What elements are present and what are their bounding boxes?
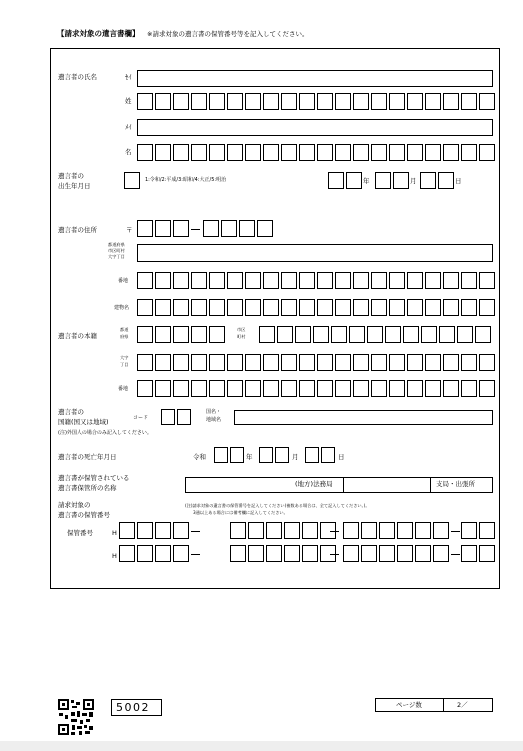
custody-cell[interactable] [397, 545, 413, 562]
honseki-label: 遺言者の本籍 [58, 332, 97, 340]
custody-cell[interactable] [284, 545, 300, 562]
mei-cell[interactable] [209, 144, 225, 161]
honseki-city-cell[interactable] [277, 326, 293, 343]
custody-cell[interactable] [137, 522, 153, 539]
honseki-banchi-cell[interactable] [353, 380, 369, 397]
banchi-cell[interactable] [137, 272, 153, 289]
banchi-cell[interactable] [389, 272, 405, 289]
custody-cell[interactable] [461, 522, 477, 539]
death-day-cell[interactable] [305, 447, 319, 463]
postal-cell[interactable] [221, 220, 237, 237]
honseki-city-cell[interactable] [475, 326, 491, 343]
page-count-box [375, 698, 493, 712]
honseki-banchi-cell[interactable] [443, 380, 459, 397]
banchi-cell[interactable] [371, 272, 387, 289]
oaza-cell[interactable] [281, 354, 297, 371]
banchi-cell[interactable] [191, 272, 207, 289]
banchi-cell[interactable] [263, 272, 279, 289]
custody-number-label: 保管番号 [67, 529, 93, 537]
postal-cell[interactable] [239, 220, 255, 237]
sei-cell[interactable] [371, 93, 387, 110]
banchi-cell[interactable] [155, 272, 171, 289]
honseki-city-cell[interactable] [457, 326, 473, 343]
oaza-cell[interactable] [353, 354, 369, 371]
mei-cell[interactable] [245, 144, 261, 161]
banchi-cell[interactable] [335, 272, 351, 289]
honseki-oaza-line2: 丁目 [120, 362, 129, 367]
death-year-unit: 年 [246, 453, 253, 461]
banchi-cell[interactable] [425, 272, 441, 289]
honseki-pref-cell[interactable] [173, 326, 189, 343]
address-banchi-cells [137, 272, 495, 289]
honseki-city-cell[interactable] [331, 326, 347, 343]
nationality-label-1: 遺言者の [58, 408, 84, 416]
honseki-banchi-cell[interactable] [209, 380, 225, 397]
postal-cell[interactable] [155, 220, 171, 237]
mei-cell[interactable] [281, 144, 297, 161]
sei-cell[interactable] [389, 93, 405, 110]
building-cell[interactable] [173, 299, 189, 316]
postal-dash [191, 229, 200, 230]
nationality-code-cell[interactable] [161, 409, 175, 425]
death-year-cell[interactable] [214, 447, 228, 463]
page-count-label: ページ数 [396, 701, 422, 709]
address-building-label: 建物名 [114, 305, 130, 311]
oaza-cell[interactable] [425, 354, 441, 371]
custody-dash [191, 531, 200, 532]
sei-cell[interactable] [191, 93, 207, 110]
oaza-cell[interactable] [245, 354, 261, 371]
custody-note-1: (注)請求対象の遺言書の保管番号を記入してください(複数ある場合は、全て記入してください。)。 [185, 503, 370, 508]
custody-cell[interactable] [284, 522, 300, 539]
section-note: ※請求対象の遺言書の保管番号等を記入してください。 [147, 30, 309, 38]
banchi-cell[interactable] [317, 272, 333, 289]
building-cell[interactable] [137, 299, 153, 316]
custody-cell[interactable] [433, 545, 449, 562]
custody-cell[interactable] [248, 545, 264, 562]
address-pref-line1: 都道府県 [108, 242, 125, 247]
sei-cell[interactable] [227, 93, 243, 110]
mei-cell[interactable] [461, 144, 477, 161]
sei-cell[interactable] [461, 93, 477, 110]
postal-cell[interactable] [203, 220, 219, 237]
birth-month-cell[interactable] [393, 172, 409, 189]
sei-cell[interactable] [155, 93, 171, 110]
building-cell[interactable] [479, 299, 495, 316]
postal-mark: 〒 [126, 226, 133, 234]
death-day-cell[interactable] [321, 447, 335, 463]
custody-cell[interactable] [266, 522, 282, 539]
sei-cell[interactable] [281, 93, 297, 110]
birth-year-cell[interactable] [328, 172, 344, 189]
banchi-cell[interactable] [227, 272, 243, 289]
custody-cell[interactable] [343, 545, 359, 562]
death-month-cell[interactable] [275, 447, 289, 463]
nationality-name-line1: 国名・ [206, 409, 222, 415]
honseki-city-line2: 町村 [237, 334, 246, 339]
honseki-pref-line1: 都道 [120, 327, 129, 332]
custody-cell[interactable] [230, 545, 246, 562]
custody-dash [451, 554, 460, 555]
custody-cell[interactable] [461, 545, 477, 562]
mei-cell[interactable] [299, 144, 315, 161]
honseki-banchi-cell[interactable] [407, 380, 423, 397]
custody-cell[interactable] [302, 545, 318, 562]
nationality-code-label: コード [133, 415, 149, 421]
mei-label: 名 [125, 148, 132, 156]
mei-cell[interactable] [389, 144, 405, 161]
building-cell[interactable] [425, 299, 441, 316]
custody-cell[interactable] [415, 545, 431, 562]
mei-kana-field[interactable] [137, 119, 493, 136]
custody-label-2: 遺言書の保管番号 [58, 511, 110, 519]
honseki-city-cell[interactable] [403, 326, 419, 343]
honseki-city-cell[interactable] [367, 326, 383, 343]
nationality-name-field[interactable] [234, 410, 493, 425]
honseki-banchi-cell[interactable] [317, 380, 333, 397]
building-cell[interactable] [209, 299, 225, 316]
office-label-2: 遺言書保管所の名称 [58, 484, 117, 492]
honseki-banchi-label: 番地 [118, 386, 129, 392]
section-title: 【請求対象の遺言書欄】 [57, 29, 140, 38]
death-year-cell[interactable] [230, 447, 244, 463]
honseki-banchi-cells [137, 380, 495, 397]
death-day-unit: 日 [338, 453, 345, 461]
honseki-city-cell[interactable] [385, 326, 401, 343]
custody-dash [330, 554, 339, 555]
birth-label-2: 出生年月日 [58, 182, 91, 190]
sei-kana-field[interactable] [137, 70, 493, 87]
mei-cell[interactable] [173, 144, 189, 161]
honseki-banchi-cell[interactable] [227, 380, 243, 397]
honseki-city-cell[interactable] [313, 326, 329, 343]
mei-cell[interactable] [479, 144, 495, 161]
banchi-cell[interactable] [353, 272, 369, 289]
sei-cell[interactable] [425, 93, 441, 110]
honseki-pref-cell[interactable] [209, 326, 225, 343]
building-cell[interactable] [263, 299, 279, 316]
honseki-pref-line2: 府県 [120, 334, 129, 339]
building-cell[interactable] [371, 299, 387, 316]
birth-month-unit: 月 [410, 177, 417, 185]
banchi-cell[interactable] [281, 272, 297, 289]
office-divider [343, 477, 344, 493]
banchi-cell[interactable] [209, 272, 225, 289]
custody-cell[interactable] [343, 522, 359, 539]
honseki-banchi-cell[interactable] [173, 380, 189, 397]
name-label: 遺言者の氏名 [58, 73, 97, 81]
address-banchi-label: 番地 [118, 278, 129, 284]
honseki-pref-cell[interactable] [155, 326, 171, 343]
custody-cell[interactable] [302, 522, 318, 539]
sei-cell[interactable] [245, 93, 261, 110]
custody-cell[interactable] [379, 545, 395, 562]
death-era: 令和 [193, 453, 206, 461]
oaza-cell[interactable] [461, 354, 477, 371]
office-branch-label: 支局・出張所 [436, 480, 475, 488]
honseki-banchi-cell[interactable] [335, 380, 351, 397]
honseki-banchi-cell[interactable] [461, 380, 477, 397]
custody-label-1: 請求対象の [58, 501, 91, 509]
page-count-divider [443, 698, 444, 712]
building-cell[interactable] [317, 299, 333, 316]
sei-cell[interactable] [263, 93, 279, 110]
custody-cell[interactable] [433, 522, 449, 539]
oaza-cell[interactable] [407, 354, 423, 371]
building-cell[interactable] [299, 299, 315, 316]
custody-cell[interactable] [479, 545, 495, 562]
honseki-oaza-line1: 大字 [120, 355, 129, 360]
honseki-banchi-cell[interactable] [245, 380, 261, 397]
oaza-cell[interactable] [137, 354, 153, 371]
building-cell[interactable] [335, 299, 351, 316]
custody-cell[interactable] [361, 545, 377, 562]
building-cell[interactable] [191, 299, 207, 316]
building-cell[interactable] [461, 299, 477, 316]
sei-cell[interactable] [407, 93, 423, 110]
birth-era-options: 1:令和/2:平成/3:昭和/4:大正/5:明治 [145, 177, 227, 183]
custody-cell[interactable] [415, 522, 431, 539]
address-pref-line3: 大字丁目 [108, 254, 125, 259]
address-label: 遺言者の住所 [58, 226, 97, 234]
oaza-cell[interactable] [227, 354, 243, 371]
honseki-banchi-cell[interactable] [389, 380, 405, 397]
oaza-cell[interactable] [209, 354, 225, 371]
oaza-cell[interactable] [389, 354, 405, 371]
mei-cell[interactable] [425, 144, 441, 161]
custody-cell[interactable] [379, 522, 395, 539]
honseki-city-cell[interactable] [259, 326, 275, 343]
nationality-name-line2: 地域名 [206, 417, 222, 423]
honseki-banchi-cell[interactable] [263, 380, 279, 397]
banchi-cell[interactable] [479, 272, 495, 289]
custody-dash [191, 554, 200, 555]
mei-cell[interactable] [443, 144, 459, 161]
postal-cell[interactable] [137, 220, 153, 237]
nationality-label-2: 国籍(国又は地域) [58, 418, 109, 426]
oaza-cell[interactable] [317, 354, 333, 371]
sei-kana-label: ｾｲ [125, 73, 132, 81]
address-building-cells [137, 299, 495, 316]
oaza-cell[interactable] [371, 354, 387, 371]
building-cell[interactable] [443, 299, 459, 316]
custody-cell[interactable] [361, 522, 377, 539]
sei-cell[interactable] [137, 93, 153, 110]
mei-cell[interactable] [335, 144, 351, 161]
death-month-unit: 月 [292, 453, 299, 461]
honseki-pref-cell[interactable] [137, 326, 153, 343]
nationality-note: (注)外国人の場合のみ記入してください。 [58, 430, 152, 436]
birth-day-cell[interactable] [420, 172, 436, 189]
building-cell[interactable] [281, 299, 297, 316]
sei-label: 姓 [125, 97, 132, 105]
custody-cell[interactable] [155, 545, 171, 562]
honseki-banchi-cell[interactable] [299, 380, 315, 397]
building-cell[interactable] [353, 299, 369, 316]
honseki-banchi-cell[interactable] [425, 380, 441, 397]
honseki-banchi-cell[interactable] [479, 380, 495, 397]
postal-cell[interactable] [257, 220, 273, 237]
office-label-1: 遺言書が保管されている [58, 474, 130, 482]
death-label: 遺言者の死亡年月日 [58, 453, 117, 461]
sei-cell[interactable] [317, 93, 333, 110]
oaza-cell[interactable] [443, 354, 459, 371]
building-cell[interactable] [245, 299, 261, 316]
custody-cell[interactable] [479, 522, 495, 539]
honseki-banchi-cell[interactable] [281, 380, 297, 397]
mei-cell[interactable] [407, 144, 423, 161]
building-cell[interactable] [155, 299, 171, 316]
custody-cell[interactable] [248, 522, 264, 539]
custody-cell[interactable] [119, 545, 135, 562]
oaza-cell[interactable] [335, 354, 351, 371]
honseki-city-cell[interactable] [295, 326, 311, 343]
postal-cell[interactable] [173, 220, 189, 237]
custody-cell[interactable] [173, 522, 189, 539]
birth-year-unit: 年 [363, 177, 370, 185]
custody-cell[interactable] [266, 545, 282, 562]
custody-cell[interactable] [119, 522, 135, 539]
oaza-cell[interactable] [299, 354, 315, 371]
mei-cells [137, 144, 495, 161]
birth-year-cell[interactable] [346, 172, 362, 189]
sei-cell[interactable] [209, 93, 225, 110]
mei-cell[interactable] [353, 144, 369, 161]
sei-cell[interactable] [479, 93, 495, 110]
honseki-city-line1: 市区 [237, 327, 246, 332]
mei-cell[interactable] [191, 144, 207, 161]
sei-cell[interactable] [173, 93, 189, 110]
sei-cell[interactable] [299, 93, 315, 110]
banchi-cell[interactable] [461, 272, 477, 289]
banchi-cell[interactable] [245, 272, 261, 289]
oaza-cell[interactable] [479, 354, 495, 371]
custody-cell[interactable] [155, 522, 171, 539]
custody-cell[interactable] [397, 522, 413, 539]
birth-day-cell[interactable] [438, 172, 454, 189]
custody-cell[interactable] [173, 545, 189, 562]
mei-cell[interactable] [155, 144, 171, 161]
honseki-banchi-cell[interactable] [371, 380, 387, 397]
custody-prefix: H [112, 552, 117, 560]
page-count-value: 2／ [457, 701, 468, 709]
custody-note-2: 3通以上ある場合には備考欄に記入してください。 [193, 510, 288, 515]
sei-cell[interactable] [335, 93, 351, 110]
qr-code-icon [57, 698, 95, 736]
custody-cell[interactable] [230, 522, 246, 539]
address-pref-line2: 市区町村 [108, 248, 125, 253]
oaza-cell[interactable] [155, 354, 171, 371]
honseki-banchi-cell[interactable] [191, 380, 207, 397]
custody-prefix: H [112, 529, 117, 537]
office-divider [430, 477, 431, 493]
birth-label-1: 遺言者の [58, 172, 84, 180]
custody-dash [451, 531, 460, 532]
bottom-strip [0, 741, 523, 751]
birth-era-cell[interactable] [124, 172, 140, 189]
honseki-pref-cell[interactable] [191, 326, 207, 343]
oaza-cell[interactable] [263, 354, 279, 371]
mei-cell[interactable] [137, 144, 153, 161]
honseki-city-cell[interactable] [439, 326, 455, 343]
mei-kana-label: ﾒｲ [125, 123, 132, 131]
honseki-banchi-cell[interactable] [137, 380, 153, 397]
honseki-banchi-cell[interactable] [155, 380, 171, 397]
sei-cell[interactable] [443, 93, 459, 110]
birth-month-cell[interactable] [375, 172, 391, 189]
nationality-code-cell[interactable] [177, 409, 191, 425]
banchi-cell[interactable] [443, 272, 459, 289]
banchi-cell[interactable] [299, 272, 315, 289]
honseki-city-cell[interactable] [349, 326, 365, 343]
office-bureau-label: (地方)法務局 [295, 480, 333, 488]
building-cell[interactable] [227, 299, 243, 316]
sei-cell[interactable] [353, 93, 369, 110]
mei-cell[interactable] [317, 144, 333, 161]
banchi-cell[interactable] [173, 272, 189, 289]
oaza-cell[interactable] [191, 354, 207, 371]
mei-cell[interactable] [227, 144, 243, 161]
honseki-city-cell[interactable] [421, 326, 437, 343]
sei-cells [137, 93, 495, 110]
birth-day-unit: 日 [455, 177, 462, 185]
mei-cell[interactable] [263, 144, 279, 161]
address-city-field[interactable] [137, 244, 493, 262]
mei-cell[interactable] [371, 144, 387, 161]
banchi-cell[interactable] [407, 272, 423, 289]
form-code: 5002 [116, 701, 150, 714]
honseki-oaza-cells [137, 354, 495, 371]
death-month-cell[interactable] [259, 447, 273, 463]
building-cell[interactable] [389, 299, 405, 316]
custody-dash [330, 531, 339, 532]
oaza-cell[interactable] [173, 354, 189, 371]
building-cell[interactable] [407, 299, 423, 316]
custody-cell[interactable] [137, 545, 153, 562]
